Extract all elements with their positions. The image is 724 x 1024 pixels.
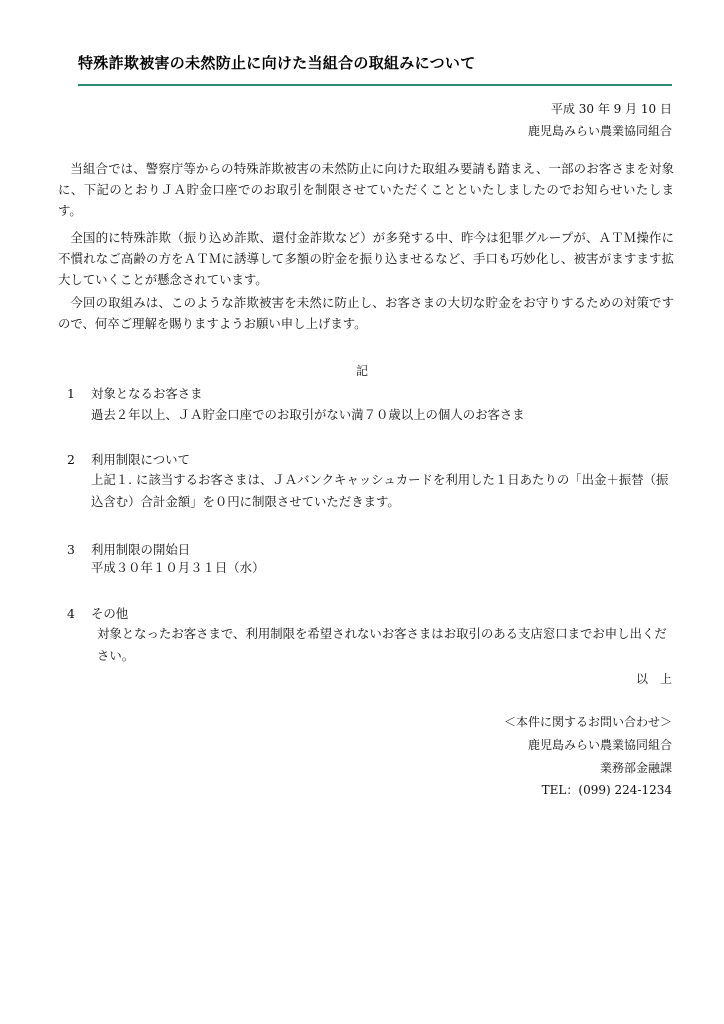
item-number: 2	[67, 452, 75, 467]
contact-dept: 業務部金融課	[599, 761, 672, 775]
paragraph-intro: 当組合では、警察庁等からの特殊詐欺被害の未然防止に向けた取組み要請も踏まえ、一部のお客さまを対象に、下記のとおりＪＡ貯金口座でのお取引を制限させていただくことといたしましたのでお知らせいたします。	[58, 161, 674, 218]
contact-tel: TEL：(099) 224-1234	[541, 783, 672, 797]
item-number: 4	[67, 606, 75, 621]
paragraph-request: 今回の取組みは、このような詐欺被害を未然に防止し、お客さまの大切な貯金をお守りするための対策ですので、何卒ご理解を賜りますようお願い申し上げます。	[58, 295, 674, 331]
item-body-3: 平成３０年１０月３１日（水）	[91, 560, 265, 575]
paragraph-background: 全国的に特殊詐欺（振り込め詐欺、還付金詐欺など）が多発する中、昨今は犯罪グループが、ＡＴＭ操作に不慣れなご高齢の方をＡＴＭに誘導して多額の貯金を振り込ませるなど、手口も巧妙化し、被害がますます拡大していくことが懸念されています。	[58, 230, 674, 287]
item-title: 利用制限について	[91, 452, 190, 467]
contact-heading: ＜本件に関するお問い合わせ＞	[503, 715, 672, 729]
item-title: 利用制限の開始日	[91, 542, 191, 557]
item-heading-3	[67, 540, 190, 558]
item-title: 対象となるお客さま	[91, 386, 203, 401]
ki-heading: 記	[355, 364, 368, 378]
item-heading-1	[67, 384, 203, 402]
item-heading-4	[67, 604, 128, 622]
contact-org: 鹿児島みらい農業協同組合	[527, 738, 672, 752]
item-body-4: 対象となったお客さまで、利用制限を希望されないお客さまはお取引のある支店窓口までお申し出ください。	[97, 626, 667, 663]
item-heading-2	[67, 450, 190, 468]
closing-ijou: 以 上	[635, 672, 672, 686]
item-body-2: 上記１. に該当するお客さまは、ＪＡバンクキャッシュカードを利用した１日あたりの「出金＋振替（振込含む）合計金額」を０円に制限させていただきます。	[91, 472, 669, 509]
issuer-name: 鹿児島みらい農業協同組合	[527, 124, 672, 138]
title-underline	[78, 84, 672, 86]
item-title: その他	[91, 606, 129, 621]
item-number: 3	[67, 542, 75, 557]
item-number: 1	[67, 386, 75, 401]
document-date: 平成 30 年 9 月 10 日	[550, 102, 672, 116]
item-body-1: 過去２年以上、ＪＡ貯金口座でのお取引がない満７０歳以上の個人のお客さま	[91, 407, 525, 422]
document-title: 特殊詐欺被害の未然防止に向けた当組合の取組みについて	[78, 54, 476, 72]
